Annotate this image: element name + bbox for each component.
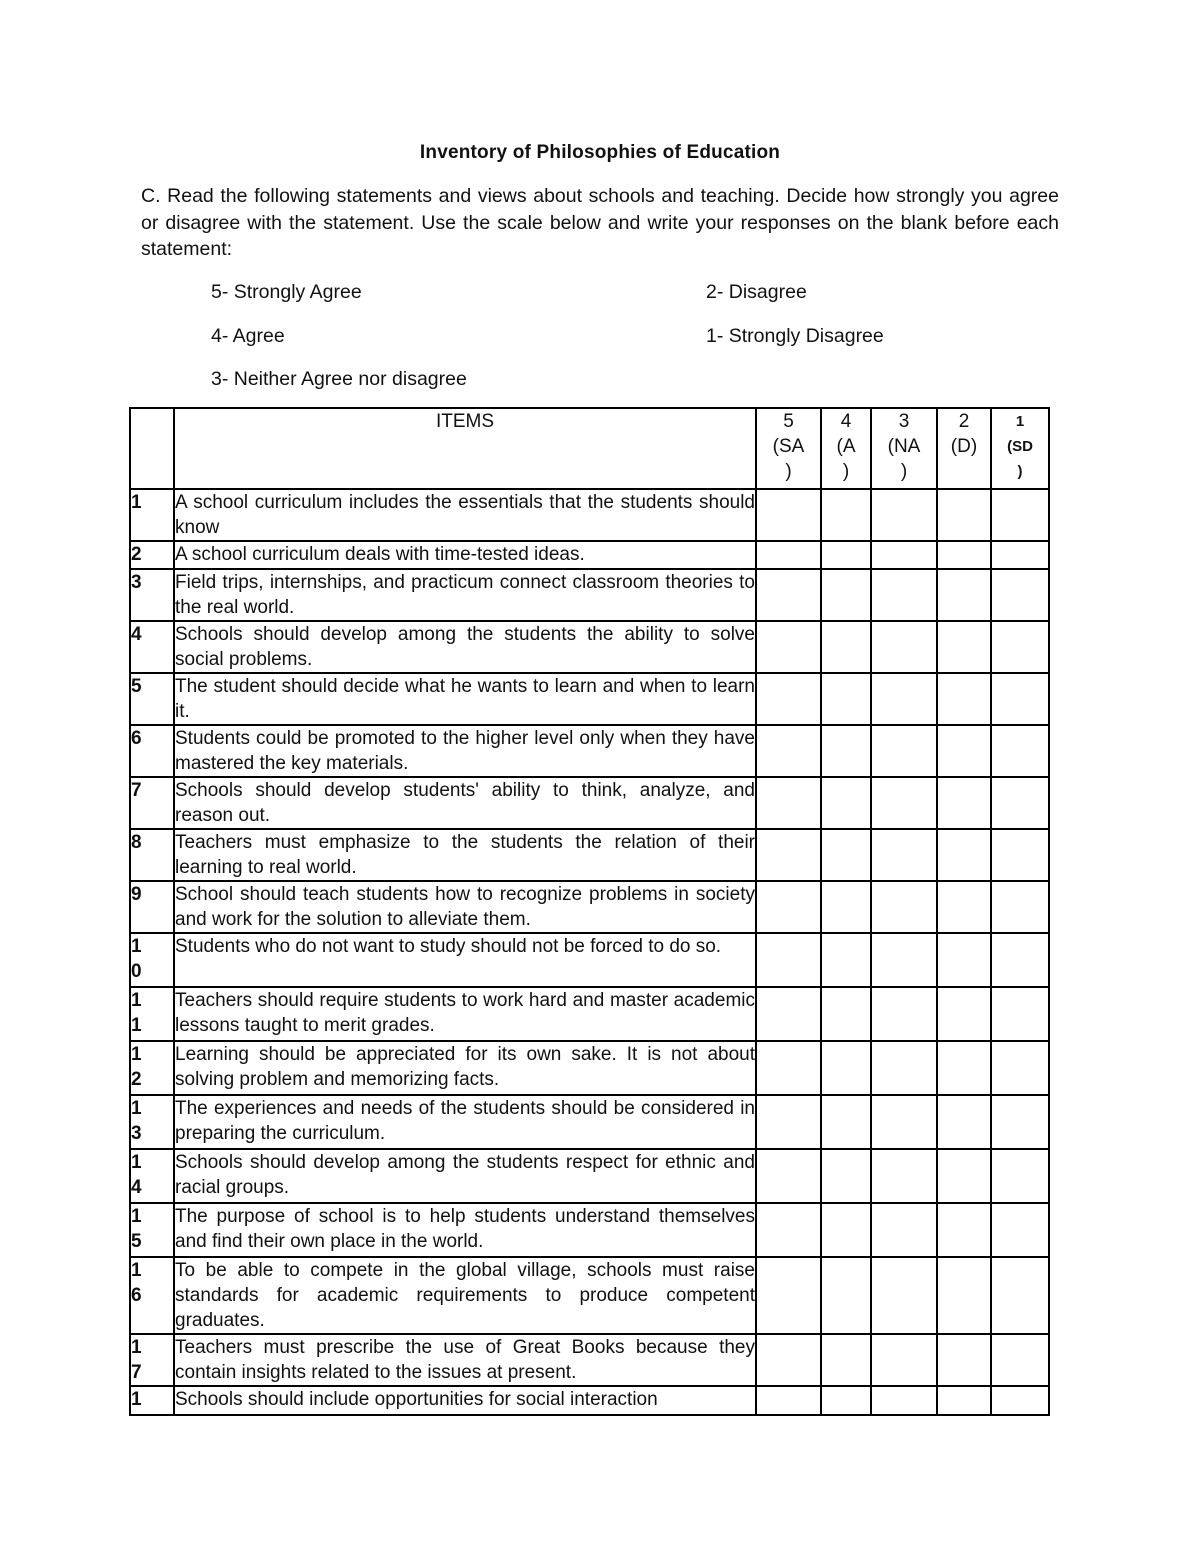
response-cell-2[interactable] — [937, 1095, 991, 1149]
instructions-paragraph: C. Read the following statements and views about schools and teaching. Decide how strongly you agree or disagree with the statement. Use the scale below and write your responses on the blank before each statement: — [141, 185, 1059, 260]
score-header-line: (NA — [887, 436, 921, 457]
response-cell-4[interactable] — [821, 621, 871, 673]
table-row — [130, 987, 1049, 1041]
item-statement: Students could be promoted to the higher level only when they have mastered the key materials. — [174, 725, 756, 777]
score-header-line: 5 — [783, 411, 794, 432]
item-number-digit: 4 — [131, 624, 142, 645]
response-cell-4[interactable] — [821, 777, 871, 829]
score-header-line: 1 — [1015, 413, 1025, 430]
item-number-digit: 5 — [131, 1231, 142, 1252]
response-cell-5[interactable] — [756, 1334, 821, 1386]
response-cell-2[interactable] — [937, 933, 991, 987]
response-cell-4[interactable] — [821, 829, 871, 881]
response-cell-4[interactable] — [821, 1149, 871, 1203]
scale-strongly-agree: 5- Strongly Agree — [211, 281, 362, 303]
response-cell-5[interactable] — [756, 489, 821, 541]
table-row — [130, 569, 1049, 621]
response-cell-5[interactable] — [756, 621, 821, 673]
response-cell-1[interactable] — [991, 987, 1049, 1041]
table-row — [130, 1095, 1049, 1149]
response-cell-2[interactable] — [937, 1386, 991, 1415]
score-header-5 — [756, 408, 821, 489]
item-number — [130, 1334, 174, 1386]
response-cell-2[interactable] — [937, 1334, 991, 1386]
response-cell-5[interactable] — [756, 829, 821, 881]
response-cell-1[interactable] — [991, 1386, 1049, 1415]
response-cell-3[interactable] — [871, 1095, 937, 1149]
response-cell-2[interactable] — [937, 673, 991, 725]
item-number-digit: 2 — [131, 1069, 142, 1090]
page-title: Inventory of Philosophies of Education — [419, 142, 781, 163]
item-number — [130, 621, 174, 673]
item-number-digit: 1 — [131, 1044, 142, 1065]
response-cell-1[interactable] — [991, 1149, 1049, 1203]
score-header-line: ) — [1017, 463, 1023, 480]
table-row — [130, 725, 1049, 777]
item-statement: The experiences and needs of the students should be considered in preparing the curriculum. — [174, 1095, 756, 1149]
table-row — [130, 1334, 1049, 1386]
table-row — [130, 1386, 1049, 1415]
item-statement: Schools should develop among the students the ability to solve social problems. — [174, 621, 756, 673]
score-header-line: (SA — [772, 436, 805, 457]
response-cell-4[interactable] — [821, 673, 871, 725]
item-number — [130, 1041, 174, 1095]
response-cell-4[interactable] — [821, 933, 871, 987]
item-number — [130, 489, 174, 541]
response-cell-5[interactable] — [756, 1149, 821, 1203]
response-cell-2[interactable] — [937, 1203, 991, 1257]
response-cell-2[interactable] — [937, 829, 991, 881]
response-cell-2[interactable] — [937, 881, 991, 933]
response-cell-5[interactable] — [756, 673, 821, 725]
item-number-digit: 3 — [131, 1123, 142, 1144]
response-cell-1[interactable] — [991, 725, 1049, 777]
response-cell-1[interactable] — [991, 541, 1049, 569]
item-number-digit: 1 — [131, 1206, 142, 1227]
items-header: ITEMS — [174, 408, 756, 489]
response-cell-3[interactable] — [871, 933, 937, 987]
response-cell-1[interactable] — [991, 881, 1049, 933]
response-cell-5[interactable] — [756, 1203, 821, 1257]
item-statement: A school curriculum includes the essentials that the students should know — [174, 489, 756, 541]
response-cell-1[interactable] — [991, 777, 1049, 829]
item-number — [130, 829, 174, 881]
response-cell-4[interactable] — [821, 725, 871, 777]
score-header-1 — [991, 408, 1049, 489]
response-cell-5[interactable] — [756, 1257, 821, 1334]
item-statement: To be able to compete in the global village, schools must raise standards for academic requirements to produce competent graduates. — [174, 1257, 756, 1334]
table-row — [130, 881, 1049, 933]
response-cell-3[interactable] — [871, 1257, 937, 1334]
response-cell-3[interactable] — [871, 1149, 937, 1203]
item-statement: Teachers must prescribe the use of Great Books because they contain insights related to the issues at present. — [174, 1334, 756, 1386]
response-cell-4[interactable] — [821, 1386, 871, 1415]
item-statement: Schools should develop students' ability to think, analyze, and reason out. — [174, 777, 756, 829]
score-header-line: ) — [842, 461, 850, 482]
response-cell-5[interactable] — [756, 725, 821, 777]
table-row — [130, 1257, 1049, 1334]
response-cell-1[interactable] — [991, 569, 1049, 621]
response-cell-1[interactable] — [991, 621, 1049, 673]
response-cell-3[interactable] — [871, 541, 937, 569]
item-number — [130, 1386, 174, 1415]
response-cell-3[interactable] — [871, 777, 937, 829]
scale-neither: 3- Neither Agree nor disagree — [211, 368, 467, 390]
response-cell-2[interactable] — [937, 777, 991, 829]
item-number-digit: 6 — [131, 1285, 142, 1306]
item-number-digit: 9 — [131, 884, 142, 905]
response-cell-4[interactable] — [821, 1334, 871, 1386]
response-cell-5[interactable] — [756, 541, 821, 569]
item-statement: Teachers should require students to work hard and master academic lessons taught to merit grades. — [174, 987, 756, 1041]
item-number-digit: 1 — [131, 1260, 142, 1281]
item-statement: Schools should develop among the students respect for ethnic and racial groups. — [174, 1149, 756, 1203]
item-number-digit: 0 — [131, 961, 142, 982]
item-statement: A school curriculum deals with time-tested ideas. — [174, 541, 756, 569]
response-cell-4[interactable] — [821, 1203, 871, 1257]
response-cell-2[interactable] — [937, 541, 991, 569]
item-number-digit: 6 — [131, 728, 142, 749]
response-cell-4[interactable] — [821, 489, 871, 541]
response-cell-5[interactable] — [756, 933, 821, 987]
item-number-digit: 1 — [131, 1098, 142, 1119]
response-cell-2[interactable] — [937, 489, 991, 541]
response-cell-5[interactable] — [756, 569, 821, 621]
response-cell-1[interactable] — [991, 489, 1049, 541]
item-number — [130, 725, 174, 777]
table-row — [130, 777, 1049, 829]
scale-strongly-disagree: 1- Strongly Disagree — [706, 325, 884, 347]
response-cell-3[interactable] — [871, 725, 937, 777]
item-statement: Teachers must emphasize to the students the relation of their learning to real world. — [174, 829, 756, 881]
response-cell-3[interactable] — [871, 1041, 937, 1095]
score-header-line: ) — [785, 461, 792, 482]
response-cell-5[interactable] — [756, 881, 821, 933]
response-cell-5[interactable] — [756, 777, 821, 829]
item-number — [130, 1095, 174, 1149]
score-header-line: (D) — [950, 436, 978, 457]
response-cell-2[interactable] — [937, 725, 991, 777]
item-number-digit: 1 — [131, 1152, 142, 1173]
item-number-digit: 7 — [131, 1362, 142, 1383]
table-row — [130, 1149, 1049, 1203]
item-statement: Learning should be appreciated for its own sake. It is not about solving problem and memorizing facts. — [174, 1041, 756, 1095]
item-number-digit: 2 — [131, 544, 142, 565]
table-row — [130, 621, 1049, 673]
response-cell-3[interactable] — [871, 621, 937, 673]
response-cell-3[interactable] — [871, 1334, 937, 1386]
inventory-table-body — [130, 408, 1049, 1415]
scale-disagree: 2- Disagree — [706, 281, 807, 303]
table-row — [130, 1203, 1049, 1257]
table-row — [130, 933, 1049, 987]
item-number-digit: 1 — [131, 1389, 142, 1410]
item-number — [130, 881, 174, 933]
item-statement: School should teach students how to recognize problems in society and work for the solution to alleviate them. — [174, 881, 756, 933]
response-cell-4[interactable] — [821, 569, 871, 621]
score-header-line: 4 — [840, 411, 852, 432]
table-row — [130, 1041, 1049, 1095]
item-number-digit: 1 — [131, 492, 142, 513]
score-header-line: 3 — [898, 411, 910, 432]
response-cell-1[interactable] — [991, 1203, 1049, 1257]
table-row — [130, 673, 1049, 725]
response-cell-3[interactable] — [871, 673, 937, 725]
item-number — [130, 673, 174, 725]
response-cell-1[interactable] — [991, 1257, 1049, 1334]
response-cell-1[interactable] — [991, 673, 1049, 725]
response-cell-2[interactable] — [937, 1041, 991, 1095]
response-cell-5[interactable] — [756, 1095, 821, 1149]
score-header-line: (SD — [1007, 438, 1033, 455]
item-number — [130, 933, 174, 987]
response-cell-2[interactable] — [937, 1149, 991, 1203]
item-statement: Students who do not want to study should not be forced to do so. — [174, 933, 756, 987]
score-header-line: 2 — [958, 411, 970, 432]
table-row — [130, 489, 1049, 541]
item-number-digit: 1 — [131, 936, 142, 957]
response-cell-1[interactable] — [991, 1334, 1049, 1386]
item-number-digit: 7 — [131, 780, 142, 801]
item-statement: Schools should include opportunities for social interaction — [174, 1386, 756, 1415]
item-number — [130, 777, 174, 829]
item-number — [130, 541, 174, 569]
response-cell-4[interactable] — [821, 1257, 871, 1334]
item-number-digit: 1 — [131, 1337, 142, 1358]
table-row — [130, 541, 1049, 569]
response-cell-4[interactable] — [821, 987, 871, 1041]
item-number — [130, 1149, 174, 1203]
response-cell-5[interactable] — [756, 987, 821, 1041]
item-number-digit: 5 — [131, 676, 142, 697]
score-header-line: (A — [836, 436, 856, 457]
item-number-digit: 4 — [131, 1177, 142, 1198]
score-header-3 — [871, 408, 937, 489]
response-cell-4[interactable] — [821, 541, 871, 569]
scale-agree: 4- Agree — [211, 325, 285, 347]
response-cell-5[interactable] — [756, 1041, 821, 1095]
response-cell-2[interactable] — [937, 1257, 991, 1334]
response-cell-3[interactable] — [871, 1203, 937, 1257]
response-cell-2[interactable] — [937, 987, 991, 1041]
response-cell-5[interactable] — [756, 1386, 821, 1415]
score-header-2 — [937, 408, 991, 489]
response-cell-1[interactable] — [991, 829, 1049, 881]
item-statement: The purpose of school is to help students understand themselves and find their own place in the world. — [174, 1203, 756, 1257]
score-header-4 — [821, 408, 871, 489]
response-cell-4[interactable] — [821, 881, 871, 933]
response-cell-2[interactable] — [937, 569, 991, 621]
response-cell-1[interactable] — [991, 1095, 1049, 1149]
response-cell-3[interactable] — [871, 569, 937, 621]
item-number — [130, 1203, 174, 1257]
item-number — [130, 987, 174, 1041]
response-cell-2[interactable] — [937, 621, 991, 673]
item-number-digit: 8 — [131, 832, 142, 853]
response-cell-4[interactable] — [821, 1095, 871, 1149]
response-cell-3[interactable] — [871, 1386, 937, 1415]
item-number — [130, 1257, 174, 1334]
item-number-digit: 1 — [131, 990, 142, 1011]
response-cell-3[interactable] — [871, 829, 937, 881]
response-cell-1[interactable] — [991, 1041, 1049, 1095]
table-row — [130, 829, 1049, 881]
item-number-digit: 1 — [131, 1015, 142, 1036]
score-header-line: ) — [900, 461, 908, 482]
item-statement: Field trips, internships, and practicum connect classroom theories to the real world. — [174, 569, 756, 621]
response-cell-1[interactable] — [991, 933, 1049, 987]
header-row — [130, 408, 1049, 489]
item-statement: The student should decide what he wants to learn and when to learn it. — [174, 673, 756, 725]
inventory-table — [129, 407, 1050, 1416]
header-number-cell — [130, 408, 174, 489]
response-cell-3[interactable] — [871, 987, 937, 1041]
item-number-digit: 3 — [131, 572, 142, 593]
item-number — [130, 569, 174, 621]
response-cell-3[interactable] — [871, 881, 937, 933]
response-cell-3[interactable] — [871, 489, 937, 541]
response-cell-4[interactable] — [821, 1041, 871, 1095]
